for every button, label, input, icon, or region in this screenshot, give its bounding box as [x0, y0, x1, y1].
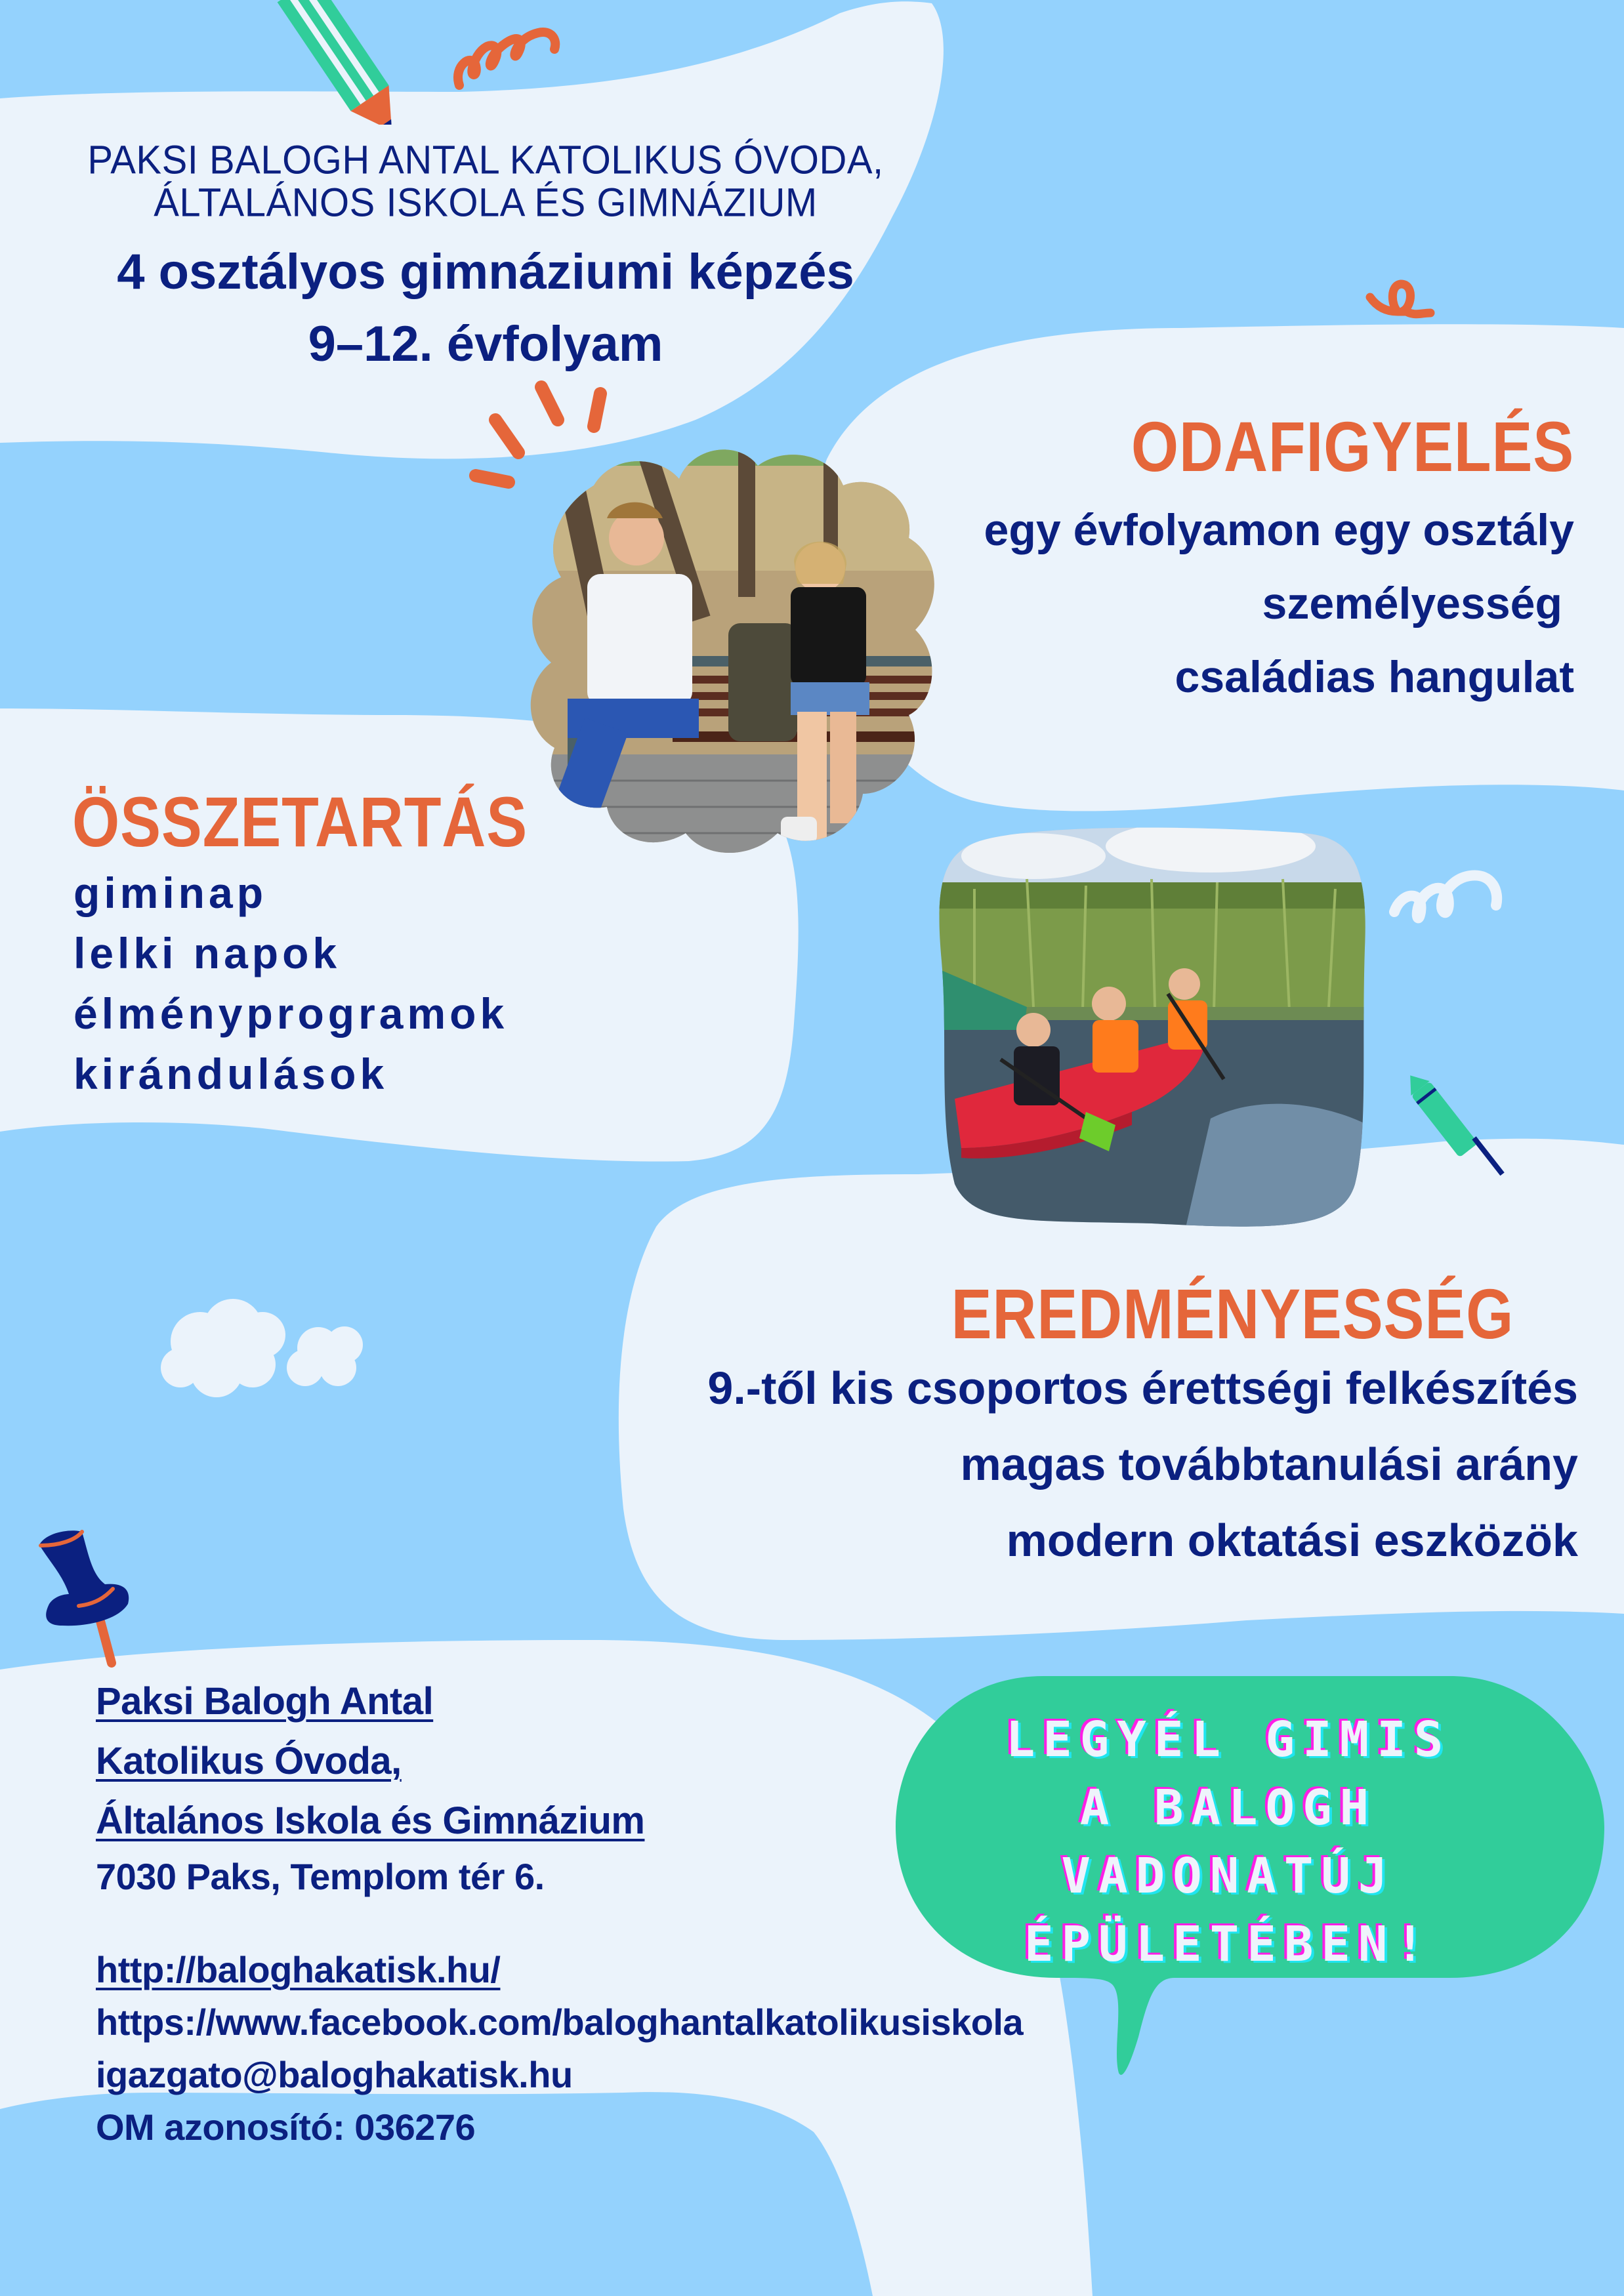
email-link[interactable]: igazgato@baloghakatisk.hu — [96, 2054, 573, 2095]
school-name-line1: PAKSI BALOGH ANTAL KATOLIKUS ÓVODA, — [87, 137, 884, 183]
callout-line1: LEGYÉL GIMIS — [1005, 1712, 1451, 1768]
website-link[interactable]: http://baloghakatisk.hu/ — [96, 1949, 501, 1990]
callout-text — [900, 1706, 1556, 1978]
list-item: élményprogramok — [73, 989, 509, 1038]
list-item: giminap — [73, 869, 268, 917]
section-heading-odafigyeles: ODAFIGYELÉS — [1131, 407, 1574, 486]
contact-block — [96, 1671, 1023, 2154]
list-item: kirándulások — [73, 1050, 388, 1098]
address: 7030 Paks, Templom tér 6. — [96, 1856, 545, 1897]
pencil-icon — [262, 0, 472, 125]
list-item: modern oktatási eszközök — [1006, 1515, 1578, 1566]
list-item: egy évfolyamon egy osztály — [984, 505, 1574, 555]
school-name-link-line1[interactable]: Paksi Balogh Antal — [96, 1680, 434, 1723]
list-item: személyesség — [1262, 579, 1562, 628]
school-name-link-line3[interactable]: Általános Iskola és Gimnázium — [96, 1799, 645, 1842]
pushpin-icon — [33, 1528, 144, 1673]
facebook-link[interactable]: https://www.facebook.com/baloghantalkatolikusiskola — [96, 2001, 1024, 2043]
section-list-odafigyeles — [984, 493, 1574, 714]
school-name-line2: ÁLTALÁNOS ISKOLA ÉS GIMNÁZIUM — [154, 180, 818, 226]
list-item: családias hangulat — [1175, 652, 1574, 702]
spacer — [96, 1903, 1023, 1944]
section-list-osszetartas — [73, 863, 508, 1104]
section-heading-osszetartas: ÖSSZETARTÁS — [72, 782, 528, 861]
om-id: OM azonosító: 036276 — [96, 2106, 476, 2148]
pen-icon — [1385, 1069, 1529, 1200]
callout-line4: ÉPÜLETÉBEN! — [1024, 1916, 1433, 1973]
list-item: lelki napok — [73, 929, 341, 977]
orange-loop-icon — [1365, 279, 1437, 328]
canoe-photo — [935, 817, 1368, 1233]
orange-squiggle-icon — [446, 13, 564, 98]
white-squiggle-icon — [1385, 859, 1529, 938]
callout-line3: VADONATÚJ — [1061, 1848, 1396, 1904]
program-years: 9–12. évfolyam — [308, 316, 663, 372]
section-list-eredmenyesseg — [707, 1350, 1578, 1578]
callout-line2: A BALOGH — [1079, 1780, 1377, 1836]
bench-photo — [522, 440, 938, 853]
school-name-link-line2[interactable]: Katolikus Óvoda, — [96, 1740, 402, 1782]
list-item: magas továbbtanulási arány — [960, 1439, 1578, 1490]
section-heading-eredmenyesseg: EREDMÉNYESSÉG — [951, 1274, 1514, 1353]
list-item: 9.-től kis csoportos érettségi felkészítés — [707, 1363, 1578, 1414]
program-title: 4 osztályos gimnáziumi képzés — [117, 244, 854, 300]
clouds-icon — [154, 1296, 377, 1404]
school-name — [39, 139, 932, 224]
